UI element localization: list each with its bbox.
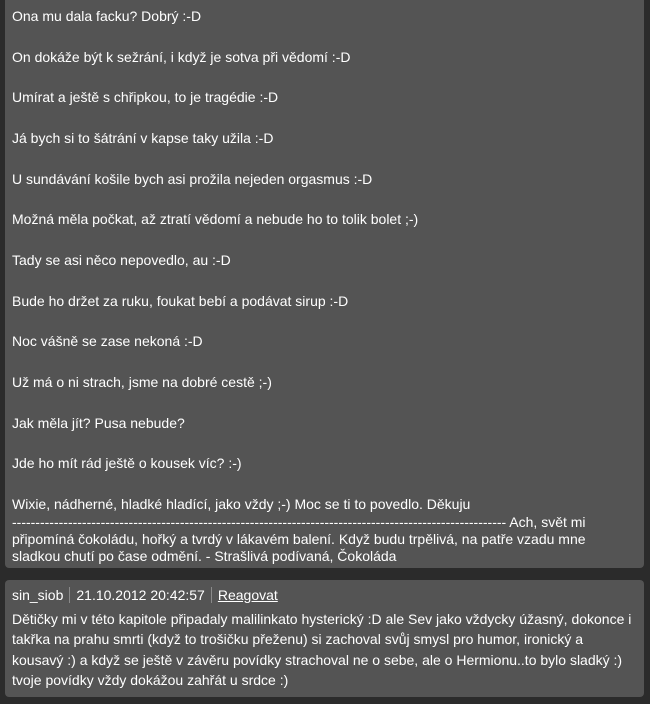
comment-text-line: Já bych si to šátrání v kapse taky užila :-D [12,130,274,146]
header-divider [211,587,212,603]
comment-text-line: Noc vášně se zase nekoná :-D [12,333,203,349]
header-divider [69,587,70,603]
comment-text-line: Jde ho mít rád ještě o kousek víc? :-) [12,455,242,471]
comment-timestamp: 21.10.2012 20:42:57 [76,587,205,603]
comment-header [12,587,278,603]
comment-text-line: Ona mu dala facku? Dobrý :-D [12,8,202,24]
comment-author: sin_siob [12,587,64,603]
signature-line: ---------------------------------------------------------------------------------------------------------- Ach, svět mi [12,514,586,530]
signature-line: připomíná čokoládu, hořký a tvrdý v lákavém balení. Když budu trpělivá, na patře vzadu mne [12,531,586,547]
comment-text-line: Umírat a ještě s chřipkou, to je tragédie :-D [12,89,279,105]
comment-text-line: On dokáže být k sežrání, i když je sotva při vědomí :-D [12,49,351,65]
comment-text-line: U sundávání košile bych asi prožila nejeden orgasmus :-D [12,171,373,187]
comment-card [5,580,644,697]
comment-text-line: takřka na prahu smrti (když to trošičku přeženu) si zachoval svůj smysl pro humor, ironický a [12,631,584,647]
comment-text-line: Už má o ni strach, jsme na dobré cestě ;-) [12,374,272,390]
comment-card [5,0,644,568]
comment-text-line: kousavý :) a když se ještě v závěru povídky strachoval ne o sebe, ale o Hermionu..to bylo sladký :) [12,652,623,668]
signature-line: sladkou chutí po čase odmění. - Strašlivá podívaná, Čokoláda [12,548,397,564]
comment-text-line: Možná měla počkat, až ztratí vědomí a nebude ho to tolik bolet ;-) [12,211,419,227]
comment-text-line: Dětičky mi v této kapitole připadaly malilinkato hysterický :D ale Sev jako vždycky úžasný, dokonce i [12,611,632,627]
comment-text-line: Jak měla jít? Pusa nebude? [12,415,185,431]
comment-text-line: Tady se asi něco nepovedlo, au :-D [12,252,231,268]
comment-text-line: tvoje povídky vždy dokážou zahřát u srdce :) [12,672,289,688]
comment-text-line: Bude ho držet za ruku, foukat bebí a podávat sirup :-D [12,293,349,309]
reply-link[interactable]: Reagovat [217,587,278,603]
comment-text-line: Wixie, nádherné, hladké hladící, jako vždy ;-) Moc se ti to povedlo. Děkuju [12,496,471,512]
